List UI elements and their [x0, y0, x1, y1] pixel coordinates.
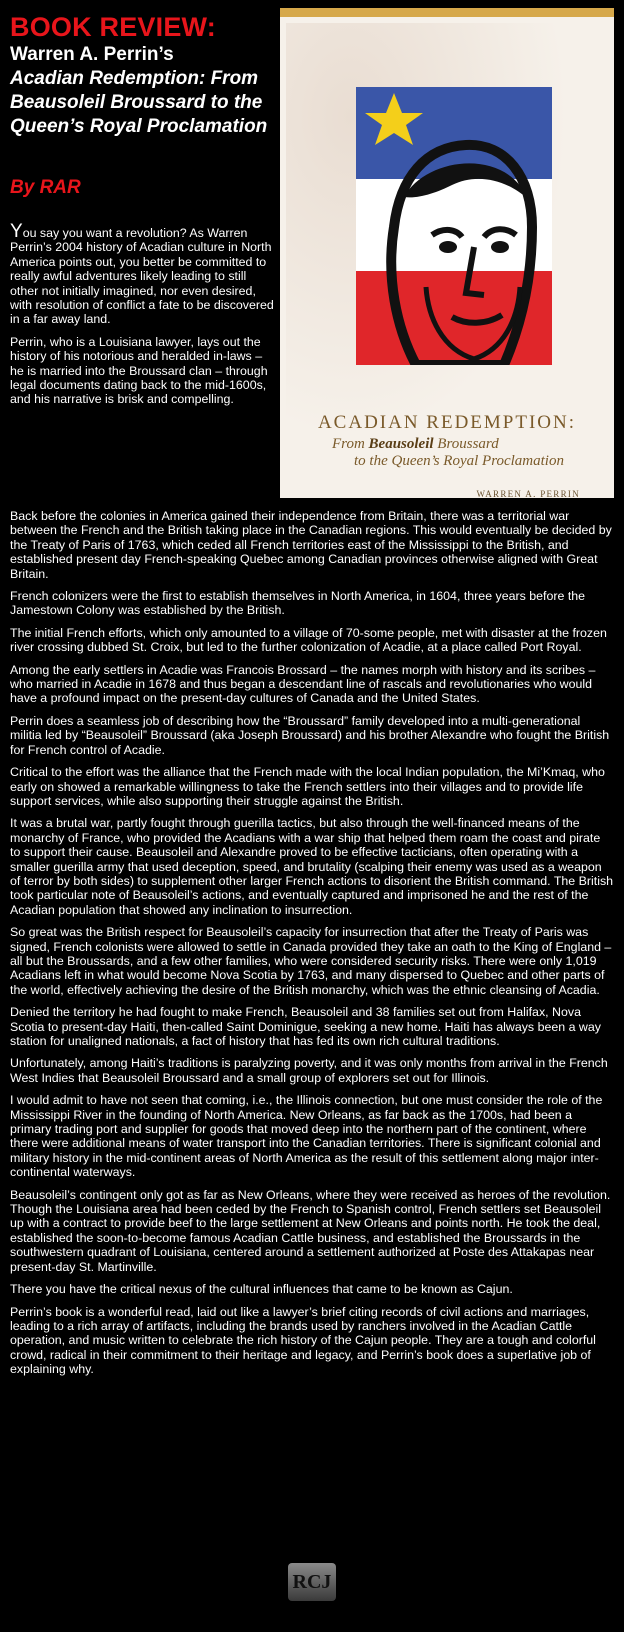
rcj-logo: RCJ [288, 1563, 336, 1601]
body-paragraph: The initial French efforts, which only amounted to a village of 70-some people, met with disaster at the frozen river crossing dubbed St. Croix, but led to the further colonization of Acadie, at a place called Port Royal. [10, 625, 607, 655]
body-paragraph: There you have the critical nexus of the cultural influences that came to be known as Cajun. [10, 1282, 513, 1297]
body-paragraph: Perrin does a seamless job of describing how the “Broussard” family developed into a multi-generational militia led by “Beausoleil” Broussard (aka Joseph Broussard) and his brother Alexandre who fought the British for French control of Acadie. [10, 713, 610, 757]
body-paragraph: Denied the territory he had fought to make French, Beausoleil and 38 families set out from Halifax, Nova Scotia to present-day Haiti, then-called Saint Dominigue, seeking a new home. Haiti has always been a way station for unaligned nationals, a fact of history that has fed its own rich cultural traditions. [10, 1005, 601, 1048]
body-paragraph: French colonizers were the first to establish themselves in North America, in 1604, three years before the Jamestown Colony was established by the British. [10, 589, 586, 618]
article-body [10, 509, 614, 1385]
cover-author: WARREN A. PERRIN [476, 489, 580, 498]
cover-subtitle-post: Broussard [433, 436, 499, 452]
byline: By RAR [10, 177, 81, 198]
cover-subtitle-line2: to the Queen’s Royal Proclamation [354, 453, 564, 469]
book-cover-image [280, 8, 614, 498]
body-paragraph: It was a brutal war, partly fought through guerilla tactics, but also through the well-financed means of the monarchy of France, who provided the Acadians with a war ship that helped them roam the coast and pirate to support their cause. Beausoleil and Alexandre proved to be effective tacticians, often operating with a smaller guerilla army that used deception, speed, and brutality (scalping their enemy was used as a weapon of terror by both sides) to supplement other larger French actions to disorient the British command. The British took particular note of Beausoleil’s actions, and eventually captured and imprisoned he and the rest of the Acadian population that showed any inclination to insurrection. [10, 816, 614, 917]
title-book-name: Acadian Redemption: From Beausoleil Broussard to the Queen’s Royal Proclamation [10, 68, 268, 137]
intro-paragraph [10, 221, 275, 327]
body-paragraph: Critical to the effort was the alliance that the French made with the local Indian population, the Mi’Kmaq, who early on showed a remarkable willingness to take the French settlers into their villages and to provide life support services, while also supporting their struggle against the British. [10, 765, 605, 808]
cover-subtitle-pre: From [332, 436, 369, 452]
intro-text [10, 221, 275, 407]
body-paragraph: Beausoleil’s contingent only got as far as New Orleans, where they were received as heroes of the revolution. Though the Louisiana area had been ceded by the French to Spanish control, French settlers set Beausoleil up with a contract to provide beef to the large settlement at New Orleans and points north. He took the deal, established the soon-to-become famous Acadian Cattle business, and established the Broussards in the southwestern quadrant of Louisiana, centered around a settlement authorized at Poste des Attakapas near present-day St. Martinville. [10, 1187, 611, 1274]
intro-p1-text: ou say you want a revolution? As Warren Perrin’s 2004 history of Acadian culture in North America points out, you better be committed to really awful adventures likely leading to still other not initially imagined, nor even desired, with resolution of conflict a fate to be discovered in a far away land. [10, 226, 274, 327]
body-paragraph: I would admit to have not seen that coming, i.e., the Illinois connection, but one must consider the role of the Mississippi River in the founding of North America. New Orleans, as far back as the 1700s, had been a primary trading port and supplier for goods that moved deep into the northern part of the continent, where there were additional means of water transport into the Canadian territories. There is significant colonial and military history in the mid-continent areas of North America as the result of this settlement along major inter-continental waterways. [10, 1093, 603, 1180]
section-kicker: BOOK REVIEW: [10, 12, 216, 42]
body-paragraph: So great was the British respect for Beausoleil’s capacity for insurrection that after the Treaty of Paris was signed, French colonists were allowed to settle in Canada provided they take an oath to the King of England – all but the Broussards, and a few other families, who were considered security risks. There were only 1,019 Acadians left in what would become Nova Scotia by 1763, and many dispersed to Quebec and other parts of the world, effectively achieving the desire of the British monarchy, which was the ethnic cleansing of Acadia. [10, 925, 612, 997]
body-paragraph: Unfortunately, among Haiti’s traditions is paralyzing poverty, and it was only months from arrival in the French West Indies that Beausoleil Broussard and a small group of explorers set out for Illinois. [10, 1056, 608, 1085]
intro-paragraph: Perrin, who is a Louisiana lawyer, lays out the history of his notorious and heralded in-laws – he is married into the Broussard clan – through legal documents dating back to the mid-1600s, and his narrative is brisk and compelling. [10, 334, 268, 407]
title-line-author: Warren A. Perrin’s [10, 44, 174, 65]
body-paragraph: Among the early settlers in Acadie was Francois Brossard – the names morph with history and its scribes – who married in Acadie in 1678 and thus began a descendant line of rascals and revolutionaries who would have a profound impact on the present-day cultures of Canada and the United States. [10, 662, 596, 706]
body-paragraph: Perrin’s book is a wonderful read, laid out like a lawyer’s brief citing records of civil actions and marriages, leading to a rich array of artifacts, including the brands used by ranchers involved in the Acadian Cattle operation, and music written to celebrate the rich history of the Cajun people. They are a tough and colorful crowd, radical in their commitment to their heritage and legacy, and Perrin’s book does a superlative job of explaining why. [10, 1304, 596, 1377]
body-paragraph: Back before the colonies in America gained their independence from Britain, there was a territorial war between the French and the British taking place in the Canadian regions. This would eventually be decided by the Treaty of Paris of 1763, which ceded all French territories east of the Mississippi to the British, and established present day French-speaking Quebec among Canadian provinces otherwise aligned with Great Britain. [10, 509, 612, 581]
cover-flag-portrait [356, 87, 552, 365]
drop-cap: Y [10, 221, 23, 242]
article-title [10, 43, 275, 139]
cover-subtitle [332, 436, 614, 470]
cover-subtitle-bold: Beausoleil [368, 436, 434, 452]
cover-title: ACADIAN REDEMPTION: [317, 412, 577, 433]
article-header [10, 12, 275, 415]
